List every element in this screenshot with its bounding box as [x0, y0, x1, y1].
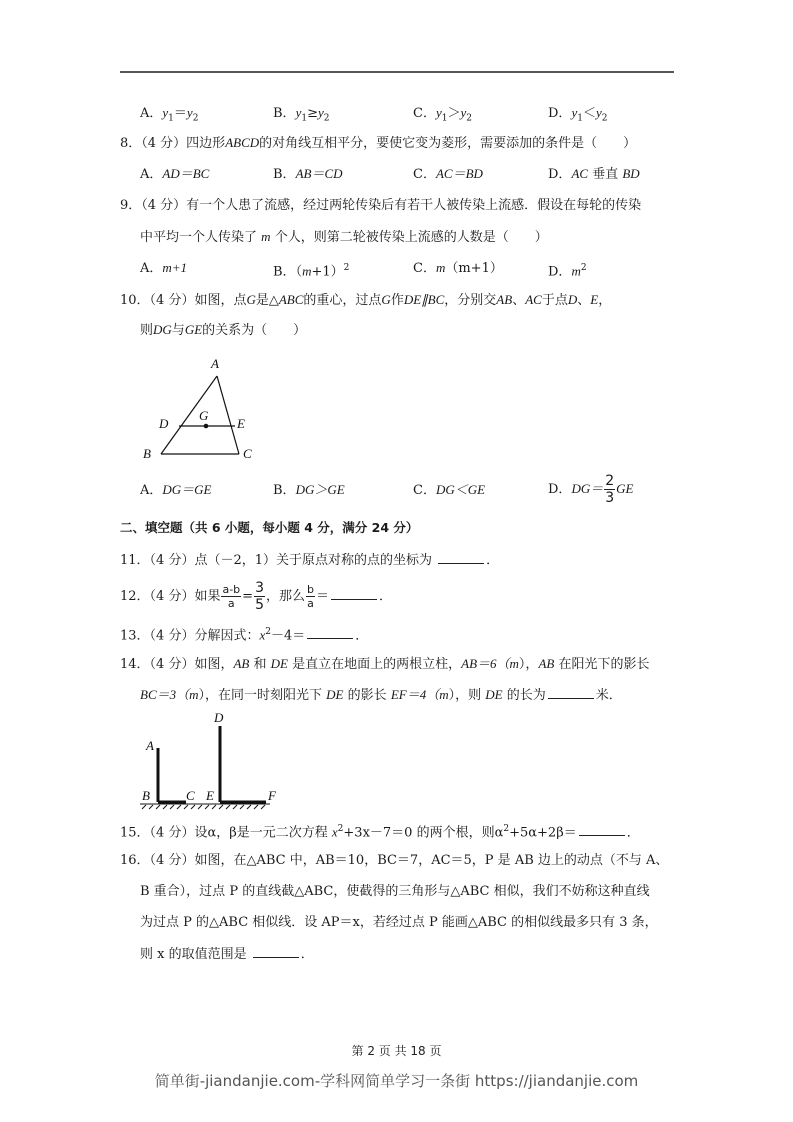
q7-option-a: A．$y_1=y_2$	[140, 105, 199, 124]
side-ac	[217, 376, 239, 454]
label-e: E	[206, 788, 214, 803]
q9-option-a: A．m+1	[140, 260, 188, 276]
q13-answer-blank	[307, 626, 353, 639]
q14-stem-line1: 14．（4 分）如图，AB 和 DE 是直立在地面上的两根立柱，AB＝6（m），AB 在阳光下的影长	[120, 656, 650, 672]
q7-option-b: B．$y_1\ge y_2$	[273, 105, 330, 124]
site-watermark: 简单街-jiandanjie.com-学科网简单学习一条街 https://jiandanjie.com	[154, 1072, 639, 1090]
label-d: D	[159, 416, 169, 431]
label-b: B	[143, 446, 151, 461]
label-g: G	[199, 408, 209, 423]
q8-option-c: C．AC＝BD	[413, 166, 483, 182]
label-c: C	[243, 446, 252, 461]
fraction-b-over-a: $\frac{b}{a}$	[307, 583, 314, 610]
q8-option-a: A．AD＝BC	[140, 166, 210, 182]
label-a: A	[146, 738, 154, 753]
q10-options	[140, 473, 680, 506]
q8-stem: 8．（4 分）四边形ABCD的对角线互相平分，要使它变为菱形，需要添加的条件是（ ）	[120, 135, 637, 151]
q13-stem: 13．（4 分）分解因式：$x^2-4=$ ．	[120, 627, 369, 644]
q7-option-c: C．$y_1>y_2$	[413, 105, 472, 124]
q15-answer-blank	[579, 823, 625, 836]
q9-option-d: D．$m^2$	[548, 263, 587, 280]
q16-answer-blank	[253, 945, 299, 958]
label-c: C	[186, 788, 195, 803]
q16-stem-line3: 为过点 P 的△ABC 相似线．设 AP＝x，若经过点 P 能画△ABC 的相似线最多只有 3 条，	[140, 915, 658, 930]
q10-option-d: D．DG＝ $\frac{2}{3}$ GE	[548, 473, 634, 506]
q12-stem: 12．（4 分）如果 $\frac{a-b}{a}$ = $\frac{3}{5}$ ，那么 $\frac{b}{a}$ ＝ ．	[120, 580, 393, 613]
label-d: D	[214, 710, 224, 725]
q7-options	[140, 104, 680, 122]
label-b: B	[142, 788, 150, 803]
q16-stem-line1: 16．（4 分）如图，在△ABC 中，AB＝10，BC＝7，AC＝5，P 是 AB 边上的动点（不与 A、	[120, 853, 669, 868]
q11-answer-blank	[438, 551, 484, 564]
q16-stem-line4: 则 x 的取值范围是 ．	[140, 947, 314, 962]
q10-option-a: A．DG＝GE	[140, 482, 212, 498]
q9-stem-line1: 9．（4 分）有一个人患了流感，经过两轮传染后有若干人被传染上流感．假设在每轮的传染	[120, 198, 642, 213]
q8-option-b: B．AB＝CD	[273, 166, 343, 182]
section-fill-in-heading: 二、填空题（共 6 小题，每小题 4 分，满分 24 分）	[120, 520, 419, 535]
side-ab	[161, 376, 217, 454]
page-number: 第 2 页 共 18 页	[351, 1044, 442, 1058]
q14-poles-figure	[140, 708, 280, 812]
fraction-a-minus-b-over-a: $\frac{a-b}{a}$	[222, 583, 241, 610]
q9-stem-line2: 中平均一个人传染了 m 个人，则第二轮被传染上流感的人数是（ ）	[140, 229, 548, 245]
q10-option-c: C．DG＜GE	[413, 482, 486, 498]
q10-option-b: B．DG＞GE	[273, 482, 345, 498]
centroid-g	[204, 424, 209, 429]
q14-answer-blank	[548, 686, 594, 699]
q11-stem: 11．（4 分）点（－2，1）关于原点对称的点的坐标为 ．	[120, 553, 500, 568]
fraction-two-thirds: $\frac{2}{3}$	[605, 473, 615, 506]
ground-hatching	[142, 805, 265, 809]
q14-stem-line2: BC＝3（m），在同一时刻阳光下 DE 的影长 EF＝4（m），则 DE 的长为 米．	[140, 687, 622, 703]
q15-stem: 15．（4 分）设α，β是一元二次方程 $x^2+3x-7=0$ 的两个根，则$\alpha^2+5\alpha+2\beta=$ ．	[120, 824, 640, 841]
label-a: A	[211, 356, 219, 371]
q10-stem-line2: 则DG与GE的关系为（ ）	[140, 322, 307, 338]
header-rule	[120, 71, 674, 73]
label-f: F	[268, 788, 276, 803]
q10-stem-line1: 10．（4 分）如图，点G是△ABC的重心，过点G作DE∥BC，分别交AB、AC于点D、E，	[120, 292, 612, 308]
label-e: E	[237, 416, 245, 431]
q10-triangle-figure	[135, 352, 265, 464]
q9-option-c: C．m（m+1）	[413, 260, 503, 276]
q8-options	[140, 165, 680, 183]
q9-option-b: B．$(m+1)^2$	[273, 263, 350, 280]
q9-options	[140, 259, 680, 280]
q12-answer-blank	[331, 587, 377, 600]
fraction-three-fifths: $\frac{3}{5}$	[255, 580, 264, 613]
q16-stem-line2: B 重合），过点 P 的直线截△ABC，使截得的三角形与△ABC 相似，我们不妨称这种直线	[140, 884, 650, 899]
q8-option-d: D．AC 垂直 BD	[548, 166, 640, 182]
q7-option-d: D．$y_1<y_2$	[548, 105, 608, 124]
